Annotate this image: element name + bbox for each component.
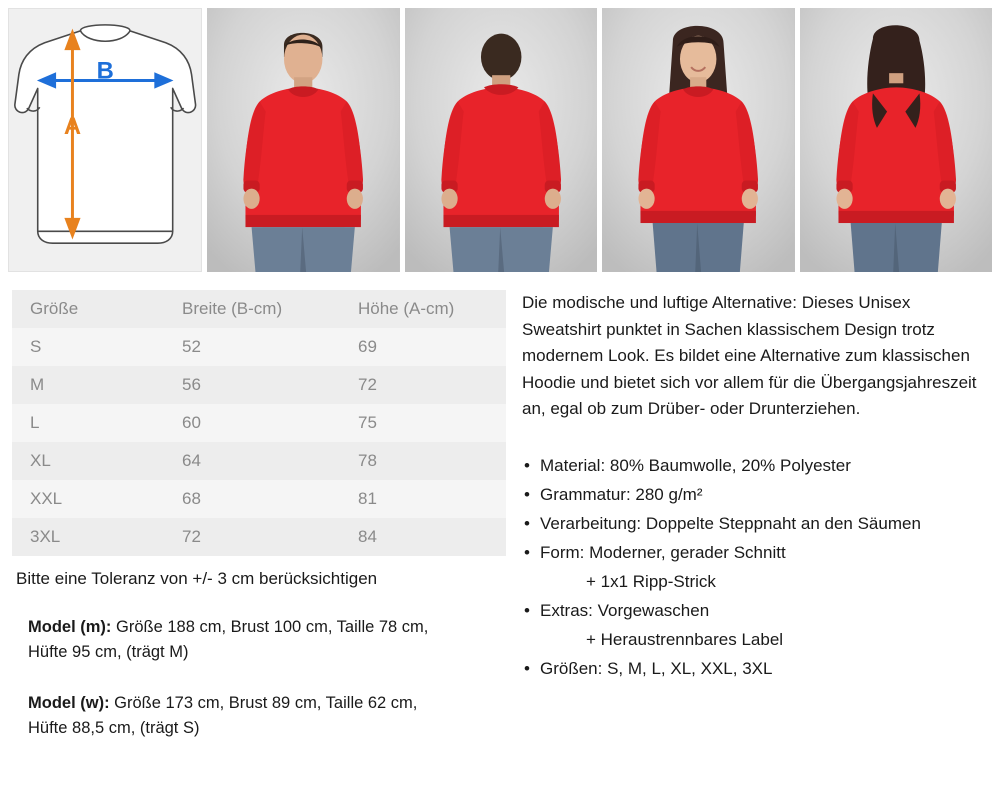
cell-size: XXL bbox=[30, 489, 63, 508]
cell-width: 56 bbox=[182, 375, 201, 394]
model-male-measurements bbox=[12, 615, 508, 665]
product-details bbox=[0, 272, 1000, 741]
table-row bbox=[12, 404, 506, 442]
cell-width: 64 bbox=[182, 451, 201, 470]
model-female-line1: Größe 173 cm, Brust 89 cm, Taille 62 cm, bbox=[109, 694, 418, 712]
male-model-back-photo bbox=[405, 8, 597, 272]
model-female-line2: Hüfte 88,5 cm, (trägt S) bbox=[28, 719, 200, 737]
gallery-item-technical-drawing[interactable] bbox=[8, 8, 202, 272]
cell-size: 3XL bbox=[30, 527, 61, 546]
feature-text: Größen: S, M, L, XL, XXL, 3XL bbox=[540, 658, 773, 678]
cell-width: 68 bbox=[182, 489, 201, 508]
gallery-item-male-model-back[interactable] bbox=[405, 8, 597, 272]
feature-list bbox=[522, 451, 994, 683]
list-item bbox=[522, 509, 994, 538]
table-row bbox=[12, 442, 506, 480]
product-description: Die modische und luftige Alternative: Dieses Unisex Sweatshirt punktet in Sachen klassischem Design trotz modernem Look. Es bildet eine Alternative zum klassischen Hoodie und bietet sich vor allem für die Übergangsjahreszeit an, egal ob zum Drüber- oder Drunterziehen. bbox=[522, 293, 977, 418]
table-header-row bbox=[12, 290, 506, 328]
feature-text: Material: 80% Baumwolle, 20% Polyester bbox=[540, 455, 851, 475]
description-column bbox=[508, 290, 1000, 741]
list-item bbox=[522, 480, 994, 509]
width-label-b: B bbox=[96, 57, 114, 85]
list-item-sub bbox=[522, 567, 994, 596]
model-male-label: Model (m): bbox=[28, 618, 112, 636]
tolerance-note: Bitte eine Toleranz von +/- 3 cm berücksichtigen bbox=[16, 569, 378, 588]
cell-size: XL bbox=[30, 451, 51, 470]
column-header-width: Breite (B-cm) bbox=[182, 299, 283, 318]
feature-text: + Heraustrennbares Label bbox=[586, 629, 784, 649]
model-female-measurements bbox=[12, 691, 508, 741]
height-label-a: A bbox=[63, 113, 82, 141]
cell-width: 60 bbox=[182, 413, 201, 432]
table-row bbox=[12, 366, 506, 404]
sweatshirt-measurement-diagram bbox=[9, 9, 201, 271]
cell-height: 72 bbox=[358, 375, 377, 394]
male-model-front-photo bbox=[207, 8, 399, 272]
list-item bbox=[522, 596, 994, 625]
cell-height: 84 bbox=[358, 527, 377, 546]
feature-text: Form: Moderner, gerader Schnitt bbox=[540, 542, 786, 562]
table-row bbox=[12, 480, 506, 518]
bullet-icon: • bbox=[524, 484, 530, 504]
list-item bbox=[522, 451, 994, 480]
cell-height: 78 bbox=[358, 451, 377, 470]
cell-width: 72 bbox=[182, 527, 201, 546]
table-row bbox=[12, 518, 506, 556]
female-model-front-photo bbox=[602, 8, 794, 272]
feature-text: Extras: Vorgewaschen bbox=[540, 600, 710, 620]
column-header-size: Größe bbox=[30, 299, 79, 318]
bullet-icon: • bbox=[524, 600, 530, 620]
product-image-gallery bbox=[0, 0, 1000, 272]
female-model-back-photo bbox=[800, 8, 992, 272]
cell-height: 75 bbox=[358, 413, 377, 432]
feature-text: Verarbeitung: Doppelte Steppnaht an den Säumen bbox=[540, 513, 921, 533]
list-item bbox=[522, 654, 994, 683]
size-info-column bbox=[0, 290, 508, 741]
bullet-icon: • bbox=[524, 542, 530, 562]
model-female-label: Model (w): bbox=[28, 694, 110, 712]
table-row bbox=[12, 328, 506, 366]
feature-text: Grammatur: 280 g/m² bbox=[540, 484, 703, 504]
bullet-icon: • bbox=[524, 513, 530, 533]
cell-size: M bbox=[30, 375, 45, 394]
size-table bbox=[12, 290, 506, 556]
model-male-line2: Hüfte 95 cm, (trägt M) bbox=[28, 643, 189, 661]
bullet-icon: • bbox=[524, 658, 530, 678]
cell-height: 69 bbox=[358, 337, 377, 356]
cell-size: S bbox=[30, 337, 42, 356]
cell-height: 81 bbox=[358, 489, 377, 508]
gallery-item-female-model-back[interactable] bbox=[800, 8, 992, 272]
model-male-line1: Größe 188 cm, Brust 100 cm, Taille 78 cm, bbox=[111, 618, 429, 636]
column-header-height: Höhe (A-cm) bbox=[358, 299, 455, 318]
cell-size: L bbox=[30, 413, 40, 432]
gallery-item-female-model-front[interactable] bbox=[602, 8, 794, 272]
list-item-sub bbox=[522, 625, 994, 654]
feature-text: + 1x1 Ripp-Strick bbox=[586, 571, 716, 591]
cell-width: 52 bbox=[182, 337, 201, 356]
bullet-icon: • bbox=[524, 455, 530, 475]
gallery-item-male-model-front[interactable] bbox=[207, 8, 399, 272]
list-item bbox=[522, 538, 994, 567]
